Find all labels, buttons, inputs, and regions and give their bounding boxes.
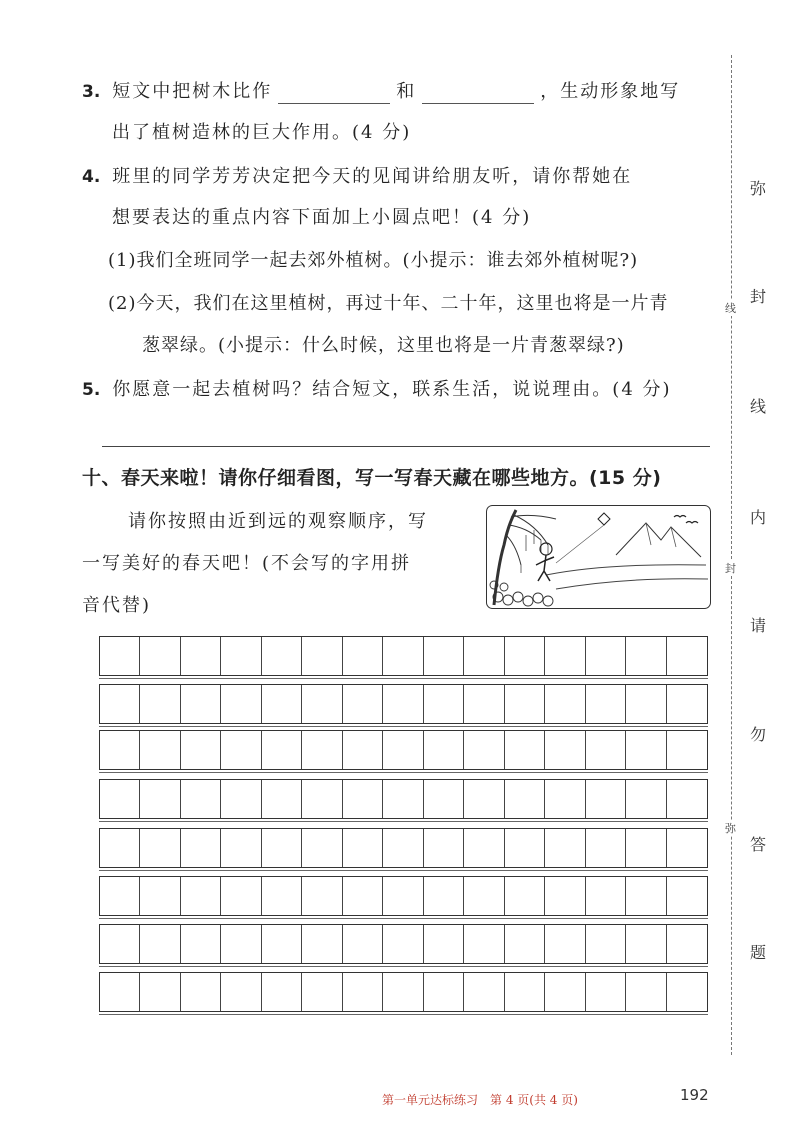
section-10-instruction-3: 音代替) (82, 595, 152, 616)
grid-cell[interactable] (667, 637, 707, 675)
grid-cell[interactable] (464, 973, 504, 1011)
row-separator (99, 918, 708, 919)
grid-cell[interactable] (343, 973, 383, 1011)
grid-cell[interactable] (464, 780, 504, 818)
grid-cell[interactable] (343, 731, 383, 769)
margin-char: 答 (750, 835, 767, 854)
grid-cell[interactable] (667, 829, 707, 867)
question-3-line1 (82, 80, 680, 104)
grid-cell[interactable] (667, 973, 707, 1011)
question-3-text-a: 短文中把树木比作 (112, 81, 273, 102)
grid-cell[interactable] (140, 925, 180, 963)
grid-cell[interactable] (262, 925, 302, 963)
grid-cell[interactable] (545, 685, 585, 723)
grid-cell[interactable] (626, 685, 666, 723)
grid-cell[interactable] (383, 925, 423, 963)
grid-cell[interactable] (221, 877, 261, 915)
margin-char: 题 (750, 943, 767, 962)
margin-char: 封 (750, 287, 767, 306)
grid-cell[interactable] (140, 731, 180, 769)
question-4-sub2-line1: (2)今天，我们在这里植树，再过十年、二十年，这里也将是一片青 (108, 293, 669, 314)
grid-cell[interactable] (424, 973, 464, 1011)
seal-line (731, 55, 732, 1055)
grid-cell[interactable] (100, 925, 140, 963)
grid-cell[interactable] (505, 925, 545, 963)
grid-row (99, 779, 708, 819)
grid-cell[interactable] (586, 637, 626, 675)
grid-cell[interactable] (343, 685, 383, 723)
section-10-title: 十、春天来啦！请你仔细看图，写一写春天藏在哪些地方。(15 分) (82, 467, 662, 489)
grid-row (99, 972, 708, 1012)
grid-cell[interactable] (505, 973, 545, 1011)
answer-blank-2[interactable] (422, 83, 534, 104)
question-4-number: 4. (82, 167, 101, 187)
grid-cell[interactable] (626, 731, 666, 769)
grid-cell[interactable] (424, 829, 464, 867)
grid-cell[interactable] (545, 829, 585, 867)
grid-cell[interactable] (383, 973, 423, 1011)
grid-cell[interactable] (667, 780, 707, 818)
grid-cell[interactable] (383, 877, 423, 915)
grid-cell[interactable] (302, 973, 342, 1011)
grid-cell[interactable] (464, 637, 504, 675)
grid-row (99, 636, 708, 676)
grid-cell[interactable] (545, 731, 585, 769)
grid-cell[interactable] (343, 637, 383, 675)
grid-cell[interactable] (343, 877, 383, 915)
grid-cell[interactable] (302, 780, 342, 818)
grid-cell[interactable] (181, 637, 221, 675)
question-4-line1 (82, 165, 632, 189)
grid-cell[interactable] (505, 637, 545, 675)
row-separator (99, 1014, 708, 1015)
row-separator (99, 678, 708, 679)
grid-cell[interactable] (100, 731, 140, 769)
grid-cell[interactable] (626, 925, 666, 963)
grid-cell[interactable] (181, 731, 221, 769)
question-5-number: 5. (82, 380, 101, 400)
grid-cell[interactable] (221, 973, 261, 1011)
question-4-line2: 想要表达的重点内容下面加上小圆点吧！(4 分) (112, 207, 532, 228)
row-separator (99, 870, 708, 871)
section-10-instruction-1: 请你按照由近到远的观察顺序，写 (128, 511, 428, 532)
grid-cell[interactable] (545, 877, 585, 915)
grid-cell[interactable] (545, 925, 585, 963)
grid-cell[interactable] (100, 685, 140, 723)
grid-row (99, 684, 708, 724)
grid-cell[interactable] (626, 973, 666, 1011)
grid-cell[interactable] (221, 780, 261, 818)
grid-cell[interactable] (181, 877, 221, 915)
row-separator (99, 966, 708, 967)
grid-cell[interactable] (545, 973, 585, 1011)
footer-text: 第一单元达标练习 第 4 页(共 4 页) (382, 1093, 578, 1107)
row-separator (99, 821, 708, 822)
grid-cell[interactable] (221, 637, 261, 675)
grid-cell[interactable] (221, 685, 261, 723)
grid-cell[interactable] (302, 925, 342, 963)
question-3-text-c: ，生动形象地写 (540, 81, 681, 102)
grid-cell[interactable] (100, 780, 140, 818)
grid-cell[interactable] (505, 731, 545, 769)
grid-cell[interactable] (343, 780, 383, 818)
grid-cell[interactable] (626, 780, 666, 818)
margin-char: 弥 (750, 179, 767, 198)
grid-cell[interactable] (262, 829, 302, 867)
grid-cell[interactable] (424, 877, 464, 915)
grid-cell[interactable] (505, 829, 545, 867)
grid-cell[interactable] (262, 973, 302, 1011)
grid-cell[interactable] (181, 973, 221, 1011)
grid-cell[interactable] (667, 877, 707, 915)
grid-cell[interactable] (221, 829, 261, 867)
grid-cell[interactable] (262, 780, 302, 818)
grid-cell[interactable] (100, 877, 140, 915)
grid-row (99, 876, 708, 916)
row-separator (99, 726, 708, 727)
grid-cell[interactable] (586, 685, 626, 723)
grid-cell[interactable] (262, 731, 302, 769)
margin-char: 线 (750, 397, 767, 416)
question-3-number: 3. (82, 82, 101, 102)
question-5-line1 (82, 378, 672, 402)
grid-row (99, 924, 708, 964)
grid-cell[interactable] (302, 685, 342, 723)
grid-cell[interactable] (424, 685, 464, 723)
grid-cell[interactable] (586, 829, 626, 867)
grid-row (99, 828, 708, 868)
grid-cell[interactable] (262, 877, 302, 915)
grid-cell[interactable] (464, 685, 504, 723)
grid-cell[interactable] (302, 731, 342, 769)
grid-cell[interactable] (383, 637, 423, 675)
grid-cell[interactable] (140, 877, 180, 915)
row-separator (99, 772, 708, 773)
grid-cell[interactable] (221, 925, 261, 963)
question-4-sub1: (1)我们全班同学一起去郊外植树。(小提示：谁去郊外植树呢?) (108, 250, 639, 271)
spring-scene-illustration (486, 505, 711, 609)
page-number: 192 (680, 1086, 709, 1104)
grid-cell[interactable] (586, 877, 626, 915)
margin-char: 请 (750, 616, 767, 635)
grid-cell[interactable] (343, 829, 383, 867)
grid-cell[interactable] (140, 780, 180, 818)
grid-cell[interactable] (545, 637, 585, 675)
grid-cell[interactable] (586, 925, 626, 963)
grid-cell[interactable] (424, 925, 464, 963)
margin-char: 内 (750, 508, 767, 527)
grid-cell[interactable] (181, 925, 221, 963)
grid-cell[interactable] (626, 637, 666, 675)
grid-row (99, 730, 708, 770)
grid-cell[interactable] (667, 685, 707, 723)
grid-cell[interactable] (626, 829, 666, 867)
grid-cell[interactable] (505, 685, 545, 723)
grid-cell[interactable] (383, 731, 423, 769)
section-10-instruction-2: 一写美好的春天吧！(不会写的字用拼 (82, 553, 412, 574)
grid-cell[interactable] (302, 637, 342, 675)
grid-cell[interactable] (221, 731, 261, 769)
grid-cell[interactable] (667, 925, 707, 963)
grid-cell[interactable] (100, 829, 140, 867)
grid-cell[interactable] (464, 925, 504, 963)
grid-cell[interactable] (181, 685, 221, 723)
grid-cell[interactable] (586, 780, 626, 818)
grid-cell[interactable] (140, 829, 180, 867)
question-4-sub2-line2: 葱翠绿。(小提示：什么时候，这里也将是一片青葱翠绿?) (142, 335, 625, 356)
grid-cell[interactable] (262, 637, 302, 675)
grid-cell[interactable] (181, 780, 221, 818)
answer-line[interactable] (102, 446, 710, 447)
answer-blank-1[interactable] (278, 83, 390, 104)
question-5-text: 你愿意一起去植树吗？结合短文，联系生活，说说理由。(4 分) (112, 379, 672, 400)
margin-tiny-char: 线 (725, 302, 736, 315)
grid-cell[interactable] (505, 780, 545, 818)
question-4-text: 班里的同学芳芳决定把今天的见闻讲给朋友听，请你帮她在 (112, 166, 633, 187)
grid-cell[interactable] (464, 877, 504, 915)
grid-cell[interactable] (383, 780, 423, 818)
margin-tiny-char: 弥 (725, 822, 736, 835)
grid-cell[interactable] (343, 925, 383, 963)
grid-cell[interactable] (464, 731, 504, 769)
grid-cell[interactable] (181, 829, 221, 867)
grid-cell[interactable] (667, 731, 707, 769)
question-3-line2: 出了植树造林的巨大作用。(4 分) (112, 122, 412, 143)
grid-cell[interactable] (424, 731, 464, 769)
grid-cell[interactable] (140, 685, 180, 723)
grid-cell[interactable] (383, 685, 423, 723)
margin-tiny-char: 封 (725, 562, 736, 575)
grid-cell[interactable] (424, 637, 464, 675)
grid-cell[interactable] (302, 829, 342, 867)
grid-cell[interactable] (100, 973, 140, 1011)
grid-cell[interactable] (626, 877, 666, 915)
grid-cell[interactable] (545, 780, 585, 818)
grid-cell[interactable] (383, 829, 423, 867)
question-3-text-b: 和 (396, 81, 417, 102)
grid-cell[interactable] (302, 877, 342, 915)
grid-cell[interactable] (586, 973, 626, 1011)
grid-cell[interactable] (464, 829, 504, 867)
grid-cell[interactable] (100, 637, 140, 675)
grid-cell[interactable] (424, 780, 464, 818)
margin-char: 勿 (750, 725, 767, 744)
grid-cell[interactable] (262, 685, 302, 723)
grid-cell[interactable] (140, 973, 180, 1011)
grid-cell[interactable] (140, 637, 180, 675)
grid-cell[interactable] (586, 731, 626, 769)
grid-cell[interactable] (505, 877, 545, 915)
